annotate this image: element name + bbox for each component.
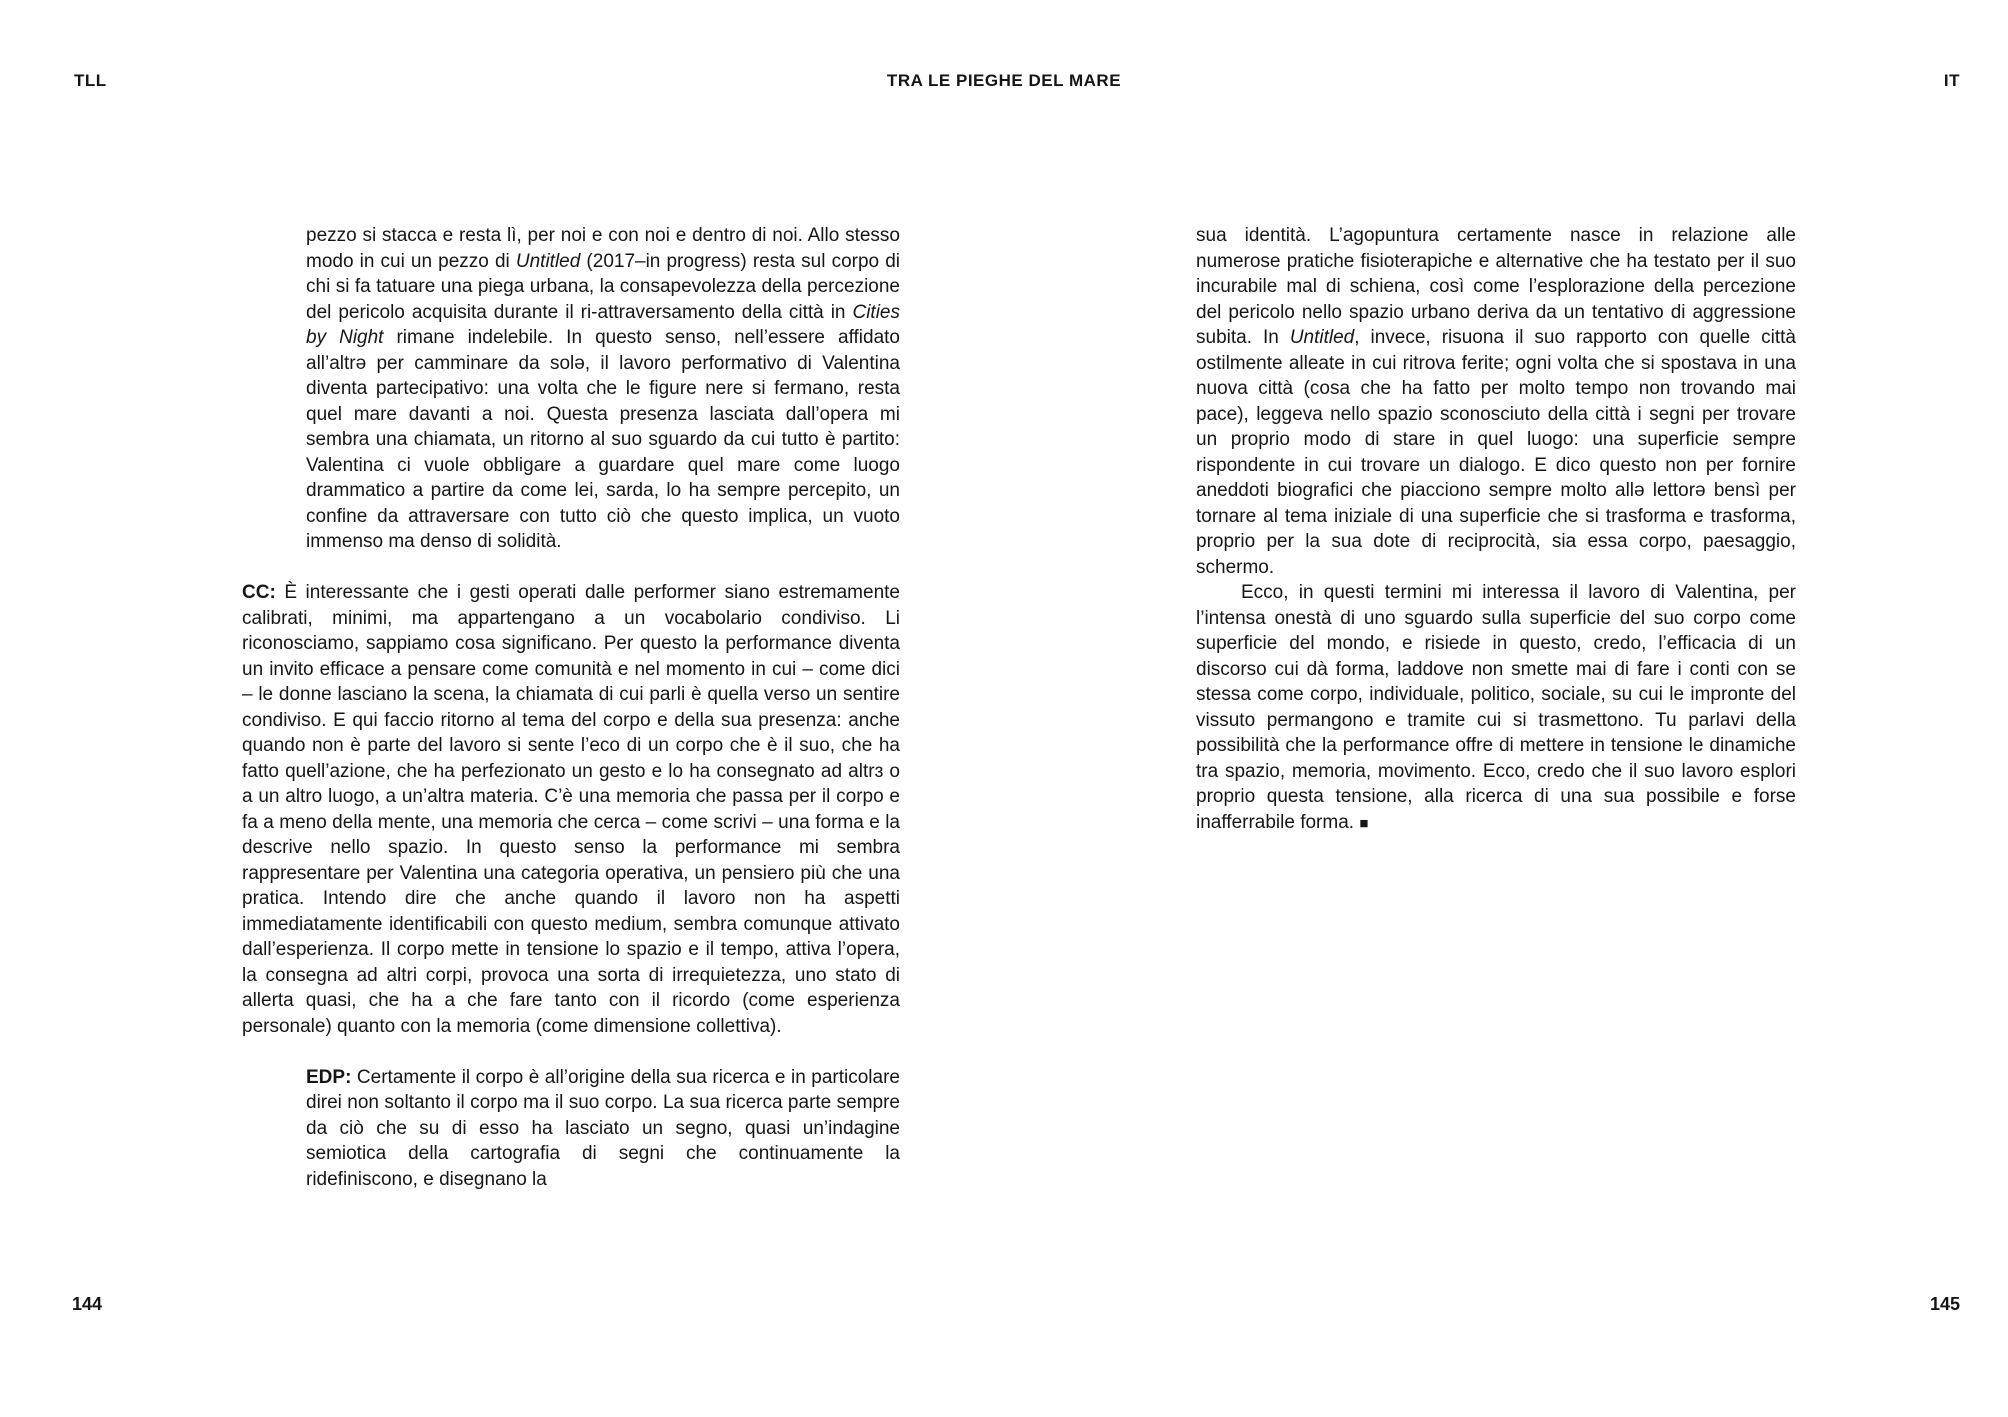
page-number-left: 144 (72, 1294, 103, 1314)
paragraph-edp-continuation: sua identità. L’agopuntura certamente nasce in relazione alle numerose pratiche fisioterapiche e alternative che ha testato per il suo incurabile mal di schiena, così come l’esplorazione della percezione del pericolo nello spazio urbano deriva da un tentativo di aggressione subita. In Untitled, invece, risuona il suo rapporto con quelle città ostilmente alleate in cui ritrova ferite; ogni volta che si spostava in una nuova città (cosa che ha fatto per molto tempo non trovando mai pace), leggeva nello spazio sconosciuto della città i segni per trovare un proprio modo di stare in quel luogo: una superficie sempre rispondente in cui trovare un dialogo. E dico questo non per fornire aneddoti biografici che piacciono sempre molto allə lettorə bensì per tornare al tema iniziale di una superficie che si trasforma e trasforma, proprio per la sua dote di reciprocità, sia essa corpo, paesaggio, schermo. (1196, 225, 1796, 578)
paragraph-continuation: pezzo si stacca e resta lì, per noi e con noi e dentro di noi. Allo stesso modo in cui un pezzo di Untitled (2017–in progress) resta sul corpo di chi si fa tatuare una piega urbana, la consapevolezza della percezione del pericolo acquisita durante il ri-attraversamento della città in Cities by Night rimane indelebile. In questo senso, nell’essere affidato all’altrə per camminare da solə, il lavoro performativo di Valentina diventa partecipativo: una volta che le figure nere si fermano, resta quel mare davanti a noi. Questa presenza lasciata dall’opera mi sembra una chiamata, un ritorno al suo sguardo da cui tutto è partito: Valentina ci vuole obbligare a guardare quel mare come luogo drammatico a partire da come lei, sarda, lo ha sempre percepito, un confine da attraversare con tutto ciò che questo implica, un vuoto immenso ma denso di solidità. (306, 225, 901, 552)
paragraph-edp: EDP: Certamente il corpo è all’origine della sua ricerca e in particolare direi non soltanto il corpo ma il suo corpo. La sua ricerca parte sempre da ciò che su di esso ha lasciato un segno, quasi un’indagine semiotica della cartografia di segni che continuamente la ridefiniscono, e disegnano la (306, 1066, 900, 1190)
paragraph-closing: Ecco, in questi termini mi interessa il lavoro di Valentina, per l’intensa onestà di uno sguardo sulla superficie del suo corpo come superficie del mondo, e risiede in questo, credo, l’efficacia di un discorso cui dà forma, laddove non smette mai di fare i conti con se stessa come corpo, individuale, politico, sociale, su cui le impronte del vissuto permangono e tramite cui si trasmettono. Tu parlavi della possibilità che la performance offre di mettere in tensione le dinamiche tra spazio, memoria, movimento. Ecco, credo che il suo lavoro esplori proprio questa tensione, alla ricerca di una sua possibile e forse inafferrabile forma. ■ (1196, 582, 1796, 833)
running-head-title: TRA LE PIEGHE DEL MARE (886, 71, 1122, 90)
paragraph-cc: CC: È interessante che i gesti operati dalle performer siano estremamente calibrati, minimi, ma appartengano a un vocabolario condiviso. Li riconosciamo, sappiamo cosa significano. Per questo la performance diventa un invito efficace a pensare come comunità e nel momento in cui – come dici – le donne lasciano la scena, la chiamata di cui parli è quella verso un sentire condiviso. E qui faccio ritorno al tema del corpo e della sua presenza: anche quando non è parte del lavoro si sente l’eco di un corpo che è il suo, che ha fatto quell’azione, che ha perfezionato un gesto e lo ha consegnato ad altrɜ o a un altro luogo, a un’altra materia. C’è una memoria che passa per il corpo e fa a meno della mente, una memoria che cerca – come scrivi – una forma e la descrive nello spazio. In questo senso la performance mi sembra rappresentare per Valentina una categoria operativa, un pensiero più che una pratica. Intendo dire che anche quando il lavoro non ha aspetti immediatamente identificabili con questo medium, sembra comunque attivato dall’esperienza. Il corpo mette in tensione lo spazio e il tempo, attiva l’opera, la consegna ad altri corpi, provoca una sorta di irrequietezza, uno stato di allerta quasi, che ha a che fare tanto con il ricordo (come esperienza personale) quanto con la memoria (come dimensione collettiva). (242, 582, 900, 1037)
left-page-text-column (242, 223, 900, 1192)
page-number-right: 145 (1929, 1294, 1960, 1314)
running-head-language: IT (1943, 71, 1960, 90)
running-head-left: TLL (74, 71, 107, 90)
right-page-text-column (1196, 223, 1796, 836)
